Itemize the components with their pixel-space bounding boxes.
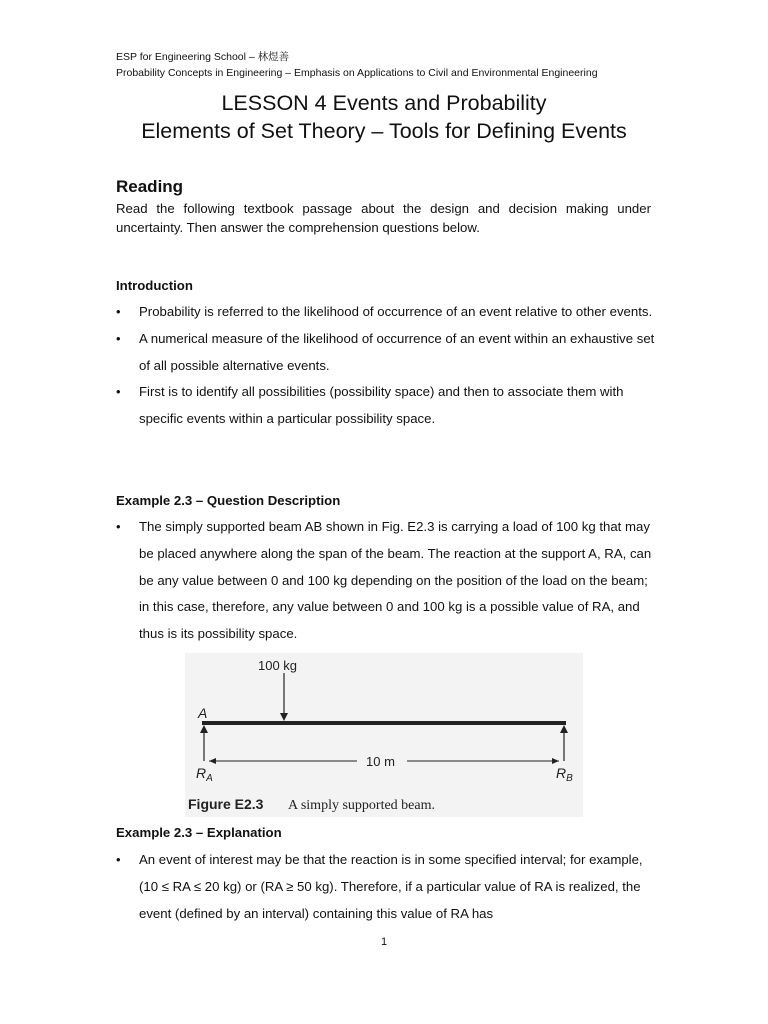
reading-heading: Reading <box>116 177 184 196</box>
page-number: 1 <box>380 936 388 948</box>
list-item: • The simply supported beam AB shown in Fig. E2.3 is carrying a load of 100 kg that may be placed anywhere along the span of the beam. The reaction at the support A, RA, can be any value between 0 and 100 kg depending on the position of the load on the beam; in this case, therefore, any value between 0 and 100 kg is a possible value of RA, and thus is its possibility space. <box>116 514 656 648</box>
beam-figure <box>185 653 583 817</box>
lesson-title <box>0 89 768 145</box>
page-header <box>116 49 598 81</box>
beam <box>202 721 566 725</box>
introduction-list <box>116 299 656 433</box>
point-a-label: A <box>198 705 208 721</box>
list-item: • First is to identify all possibilities (possibility space) and then to associate them with specific events within a particular possibility space. <box>116 379 656 433</box>
example-description-list <box>116 514 656 648</box>
title-line-2: Elements of Set Theory – Tools for Defining Events <box>141 119 627 143</box>
load-arrow-head <box>280 713 288 721</box>
span-label: 10 m <box>366 754 395 769</box>
dimension-arrow-left <box>209 758 216 764</box>
load-label: 100 kg <box>258 658 298 673</box>
list-item: • A numerical measure of the likelihood of occurrence of an event within an exhaustive set of all possible alternative events. <box>116 326 656 380</box>
dimension-arrow-right <box>552 758 559 764</box>
beam-diagram <box>185 653 583 817</box>
reaction-a-arrow-head <box>200 725 208 733</box>
figure-caption-text: A simply supported beam. <box>288 798 435 813</box>
introduction-heading: Introduction <box>116 278 193 293</box>
list-item: • An event of interest may be that the reaction is in some specified interval; for example, (10 ≤ RA ≤ 20 kg) or (RA ≥ 50 kg). Therefore, if a particular value of RA is realized, the event (defined by an interval) containing this value of RA has <box>116 847 656 927</box>
header-line-1: ESP for Engineering School – 林煜善 <box>116 51 290 63</box>
reaction-a-label: $R_A$ <box>196 765 213 784</box>
reaction-b-arrow-head <box>560 725 568 733</box>
figure-caption-label: Figure E2.3 <box>188 796 264 812</box>
example-explanation-list <box>116 847 656 927</box>
example-explanation-heading: Example 2.3 – Explanation <box>116 825 282 840</box>
reaction-b-label: $R_B$ <box>556 765 573 784</box>
reading-paragraph: Read the following textbook passage about the design and decision making under uncertainty. Then answer the comprehension questions below. <box>116 201 651 235</box>
example-description-heading: Example 2.3 – Question Description <box>116 493 341 508</box>
title-line-1: LESSON 4 Events and Probability <box>221 91 547 115</box>
header-line-2: Probability Concepts in Engineering – Emphasis on Applications to Civil and Environmental Engineering <box>116 67 598 79</box>
list-item: • Probability is referred to the likelihood of occurrence of an event relative to other events. <box>116 299 656 326</box>
